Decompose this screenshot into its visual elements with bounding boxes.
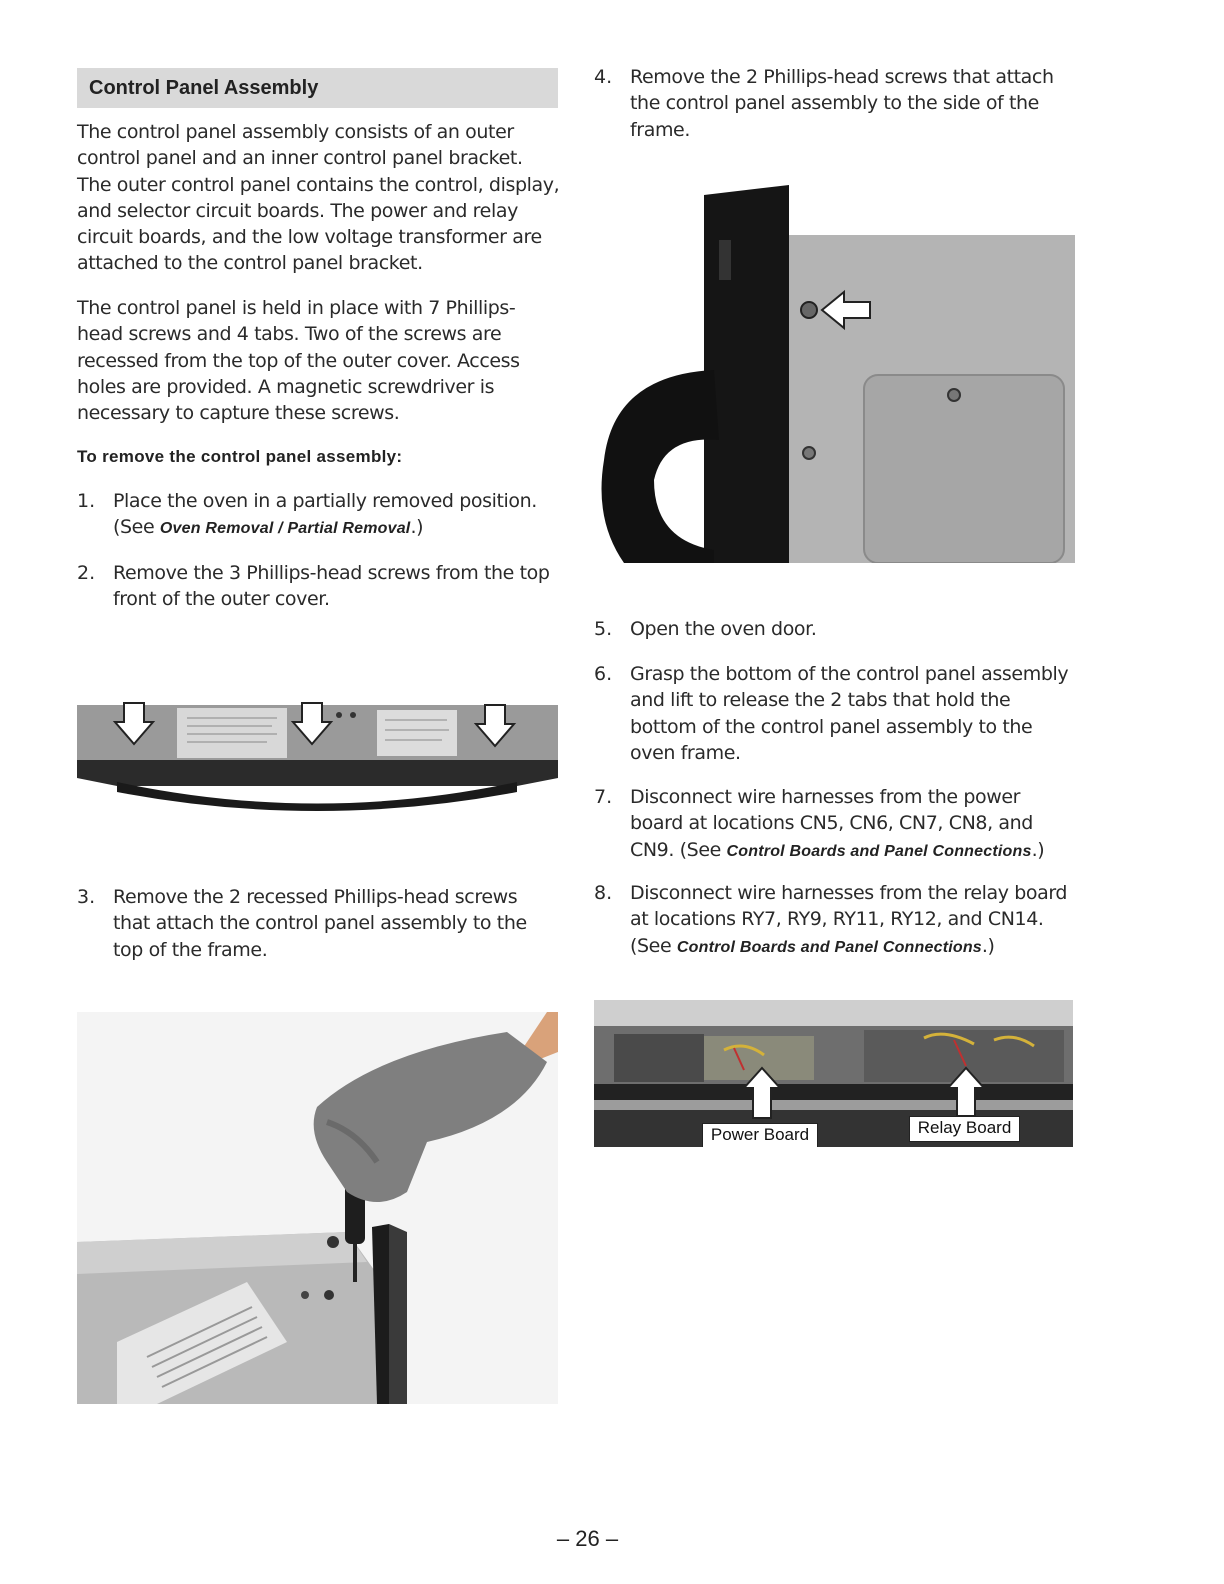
label-power-board: Power Board — [702, 1123, 818, 1147]
step-text-main: Disconnect wire harnesses from the power board at locations CN5, CN6, CN7, CN8, and CN9. (See — [630, 786, 1033, 861]
cross-reference: Control Boards and Panel Connections — [726, 842, 1032, 860]
step-number: 6. — [594, 663, 613, 685]
step-3 — [77, 884, 557, 963]
step-number: 5. — [594, 618, 613, 640]
label-relay-board: Relay Board — [909, 1116, 1020, 1142]
intro-paragraph-2: The control panel is held in place with 7 Phillips-head screws and 4 tabs. Two of the screws are recessed from the top of the outer cover. Access holes are provided. A magnetic screwdriver is necessary to capture these screws. — [77, 297, 520, 425]
section-title: Control Panel Assembly — [89, 76, 319, 99]
step-text — [630, 784, 1074, 865]
step-text-tail: .) — [410, 516, 424, 539]
step-number: 7. — [594, 786, 613, 808]
step-4 — [594, 64, 1074, 143]
step-7 — [594, 784, 1074, 865]
step-text: Open the oven door. — [630, 618, 817, 640]
step-text — [113, 488, 557, 543]
step-text: Grasp the bottom of the control panel assembly and lift to release the 2 tabs that hold the bottom of the control panel assembly to the oven frame. — [630, 663, 1069, 764]
figure-outer-cover-top — [77, 700, 558, 818]
step-2 — [77, 560, 557, 613]
step-text: Remove the 2 recessed Phillips-head screws that attach the control panel assembly to the top of the frame. — [113, 886, 527, 961]
step-number: 1. — [77, 490, 96, 512]
step-text: Remove the 2 Phillips-head screws that attach the control panel assembly to the side of the frame. — [630, 66, 1054, 141]
step-1 — [77, 488, 557, 543]
procedure-heading: To remove the control panel assembly: — [77, 447, 403, 466]
step-text: Remove the 3 Phillips-head screws from the top front of the outer cover. — [113, 562, 550, 611]
step-text-main: Place the oven in a partially removed position. (See — [113, 490, 537, 539]
step-number: 4. — [594, 66, 613, 88]
step-5 — [594, 616, 1074, 642]
step-number: 2. — [77, 562, 96, 584]
figure-side-screws — [594, 180, 1075, 563]
page-number: – 26 – — [556, 1526, 619, 1551]
step-number: 8. — [594, 882, 613, 904]
figure-boards — [594, 1000, 1073, 1147]
intro-paragraph-1: The control panel assembly consists of an outer control panel and an inner control panel bracket. The outer control panel contains the control, display, and selector circuit boards. The power and relay circuit boards, and the low voltage transformer are attached to the control panel bracket. — [77, 121, 560, 275]
step-6 — [594, 661, 1074, 766]
step-text-tail: .) — [981, 934, 995, 957]
step-text-tail: .) — [1031, 838, 1045, 861]
step-text-main: Disconnect wire harnesses from the relay board at locations RY7, RY9, RY11, RY12, and CN14. (See — [630, 882, 1068, 957]
figure-recessed-screws — [77, 1012, 558, 1404]
cross-reference: Oven Removal / Partial Removal — [159, 520, 411, 538]
step-text — [630, 880, 1074, 961]
section-header — [77, 68, 558, 108]
step-number: 3. — [77, 886, 96, 908]
step-8 — [594, 880, 1074, 961]
cross-reference: Control Boards and Panel Connections — [676, 938, 982, 956]
